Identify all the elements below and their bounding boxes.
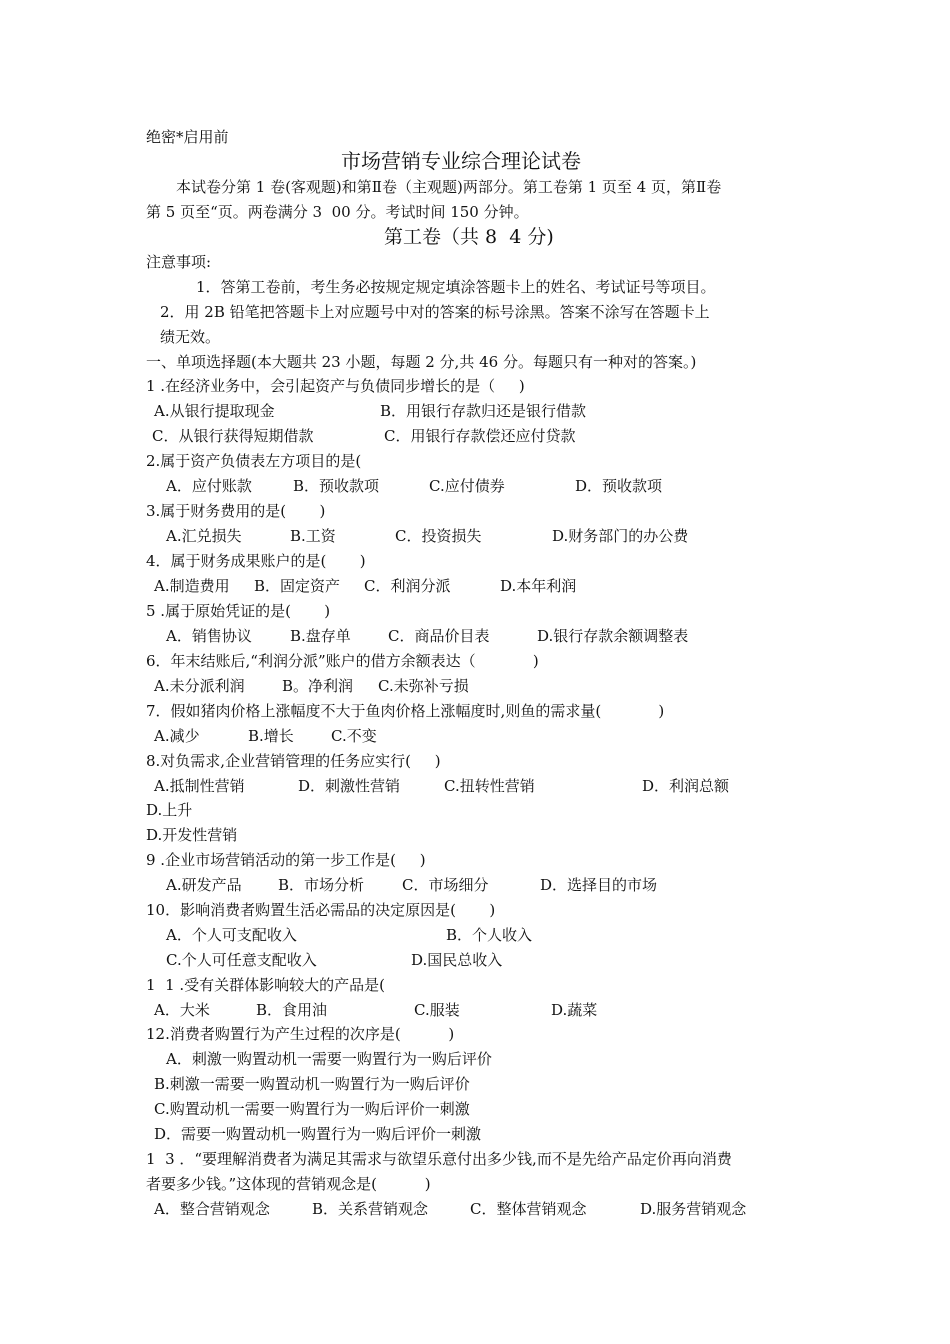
notice-item-2-cont: 绩无效。	[160, 328, 221, 346]
question-9-option-d: D．选择目的市场	[540, 876, 658, 894]
question-5-option-b: B.盘存单	[290, 627, 351, 645]
question-1-stem: 1 .在经济业务中，会引起资产与负债同步增长的是（ )	[146, 377, 525, 395]
question-2-option-a: A．应付账款	[166, 477, 252, 495]
question-4-option-d: D.本年利润	[500, 577, 577, 595]
notice-item-1: 1．答第工卷前，考生务必按规定规定填涂答题卡上的姓名、考试证号等项目。	[196, 278, 716, 296]
section-heading: 一、单项选择题(本大题共 23 小题，每题 2 分,共 46 分。每题只有一种对的答案。)	[146, 353, 697, 371]
question-8-option-d: D．利润总额	[642, 777, 730, 795]
question-3-option-b: B.工资	[290, 527, 336, 545]
notice-label: 注意事项:	[146, 253, 212, 271]
question-7-option-a: A.减少	[154, 727, 200, 745]
part1-heading: 第工卷（共 8 4 分)	[384, 226, 554, 248]
question-13-option-d: D.服务营销观念	[640, 1200, 747, 1218]
question-13-stem-cont: 者要多少钱。”这体现的营销观念是( )	[146, 1175, 431, 1193]
question-6-option-a: A.未分派利润	[154, 677, 245, 695]
question-8-option-e: D.上升	[146, 801, 193, 819]
question-9-option-b: B．市场分析	[278, 876, 365, 894]
question-10-option-c: C.个人可任意支配收入	[166, 951, 317, 969]
question-2-option-d: D．预收款项	[575, 477, 663, 495]
question-13-stem: 1 3 ．“要理解消费者为满足其需求与欲望乐意付出多少钱,而不是先给产品定价再向消费	[146, 1150, 732, 1168]
question-11-option-d: D.蔬菜	[551, 1001, 598, 1019]
question-10-stem: 10．影响消费者购置生活必需品的决定原因是( )	[146, 901, 496, 919]
question-6-stem: 6．年末结账后,“利润分派”账户的借方余额表达（ )	[146, 652, 539, 670]
question-9-stem: 9 .企业市场营销活动的第一步工作是( )	[146, 851, 426, 869]
question-5-option-c: C．商品价目表	[388, 627, 490, 645]
question-1-option-a: A.从银行提取现金	[154, 402, 275, 420]
question-1-option-d: C．用银行存款偿还应付贷款	[384, 427, 576, 445]
question-7-option-b: B.增长	[248, 727, 294, 745]
question-1-option-b: B．用银行存款归还是银行借款	[380, 402, 587, 420]
question-10-option-b: B．个人收入	[446, 926, 533, 944]
question-11-option-a: A．大米	[154, 1001, 210, 1019]
question-3-stem: 3.属于财务费用的是( )	[146, 502, 326, 520]
question-3-option-d: D.财务部门的办公费	[552, 527, 689, 545]
question-7-option-c: C.不变	[331, 727, 377, 745]
notice-item-2: 2．用 2B 铅笔把答题卡上对应题号中对的答案的标号涂黑。答案不涂写在答题卡上	[160, 303, 710, 321]
question-12-option-b: B.刺激一需要一购置动机一购置行为一购后评价	[154, 1075, 470, 1093]
question-8-option-f: D.开发性营销	[146, 826, 238, 844]
question-9-option-a: A.研发产品	[166, 876, 242, 894]
question-5-option-d: D.银行存款余额调整表	[537, 627, 689, 645]
question-8-stem: 8.对负需求,企业营销管理的任务应实行( )	[146, 752, 441, 770]
question-8-option-c: C.扭转性营销	[444, 777, 535, 795]
question-2-stem: 2.属于资产负债表左方项目的是(	[146, 452, 362, 470]
question-10-option-d: D.国民总收入	[411, 951, 503, 969]
question-13-option-c: C．整体营销观念	[470, 1200, 587, 1218]
question-1-option-c: C．从银行获得短期借款	[152, 427, 314, 445]
question-5-option-a: A．销售协议	[166, 627, 252, 645]
question-11-stem: 1 1 .受有关群体影响较大的产品是(	[146, 976, 386, 994]
question-3-option-a: A.汇兑损失	[166, 527, 242, 545]
exam-title: 市场营销专业综合理论试卷	[341, 149, 581, 173]
question-12-option-c: C.购置动机一需要一购置行为一购后评价一刺激	[154, 1100, 470, 1118]
question-10-option-a: A．个人可支配收入	[166, 926, 297, 944]
question-2-option-c: C.应付债券	[429, 477, 505, 495]
question-6-option-b: B。净利润	[282, 677, 354, 695]
intro-line-1: 本试卷分第 1 卷(客观题)和第Ⅱ卷（主观题)两部分。第工卷第 1 页至 4 页，第Ⅱ卷	[176, 178, 722, 196]
question-12-option-d: D．需要一购置动机一购置行为一购后评价一刺激	[154, 1125, 482, 1143]
question-8-option-a: A.抵制性营销	[154, 777, 245, 795]
question-8-option-b: D．刺激性营销	[298, 777, 401, 795]
confidential-label: 绝密*启用前	[146, 128, 229, 146]
question-12-option-a: A．刺激一购置动机一需要一购置行为一购后评价	[166, 1050, 492, 1068]
question-4-option-a: A.制造费用	[154, 577, 230, 595]
question-7-stem: 7．假如猪肉价格上涨幅度不大于鱼肉价格上涨幅度时,则鱼的需求量( )	[146, 702, 665, 720]
question-13-option-b: B．关系营销观念	[312, 1200, 429, 1218]
intro-line-2: 第 5 页至“页。两卷满分 3 00 分。考试时间 150 分钟。	[146, 203, 529, 221]
question-13-option-a: A．整合营销观念	[154, 1200, 270, 1218]
question-12-stem: 12.消费者购置行为产生过程的次序是( )	[146, 1025, 455, 1043]
question-11-option-c: C.服装	[414, 1001, 460, 1019]
question-6-option-c: C.未弥补亏损	[378, 677, 469, 695]
question-4-option-c: C．利润分派	[364, 577, 451, 595]
question-4-stem: 4．属于财务成果账户的是( )	[146, 552, 366, 570]
question-5-stem: 5 .属于原始凭证的是( )	[146, 602, 331, 620]
question-9-option-c: C．市场细分	[402, 876, 489, 894]
question-3-option-c: C．投资损失	[395, 527, 482, 545]
question-11-option-b: B．食用油	[256, 1001, 328, 1019]
question-2-option-b: B．预收款项	[293, 477, 380, 495]
question-4-option-b: B．固定资产	[254, 577, 341, 595]
